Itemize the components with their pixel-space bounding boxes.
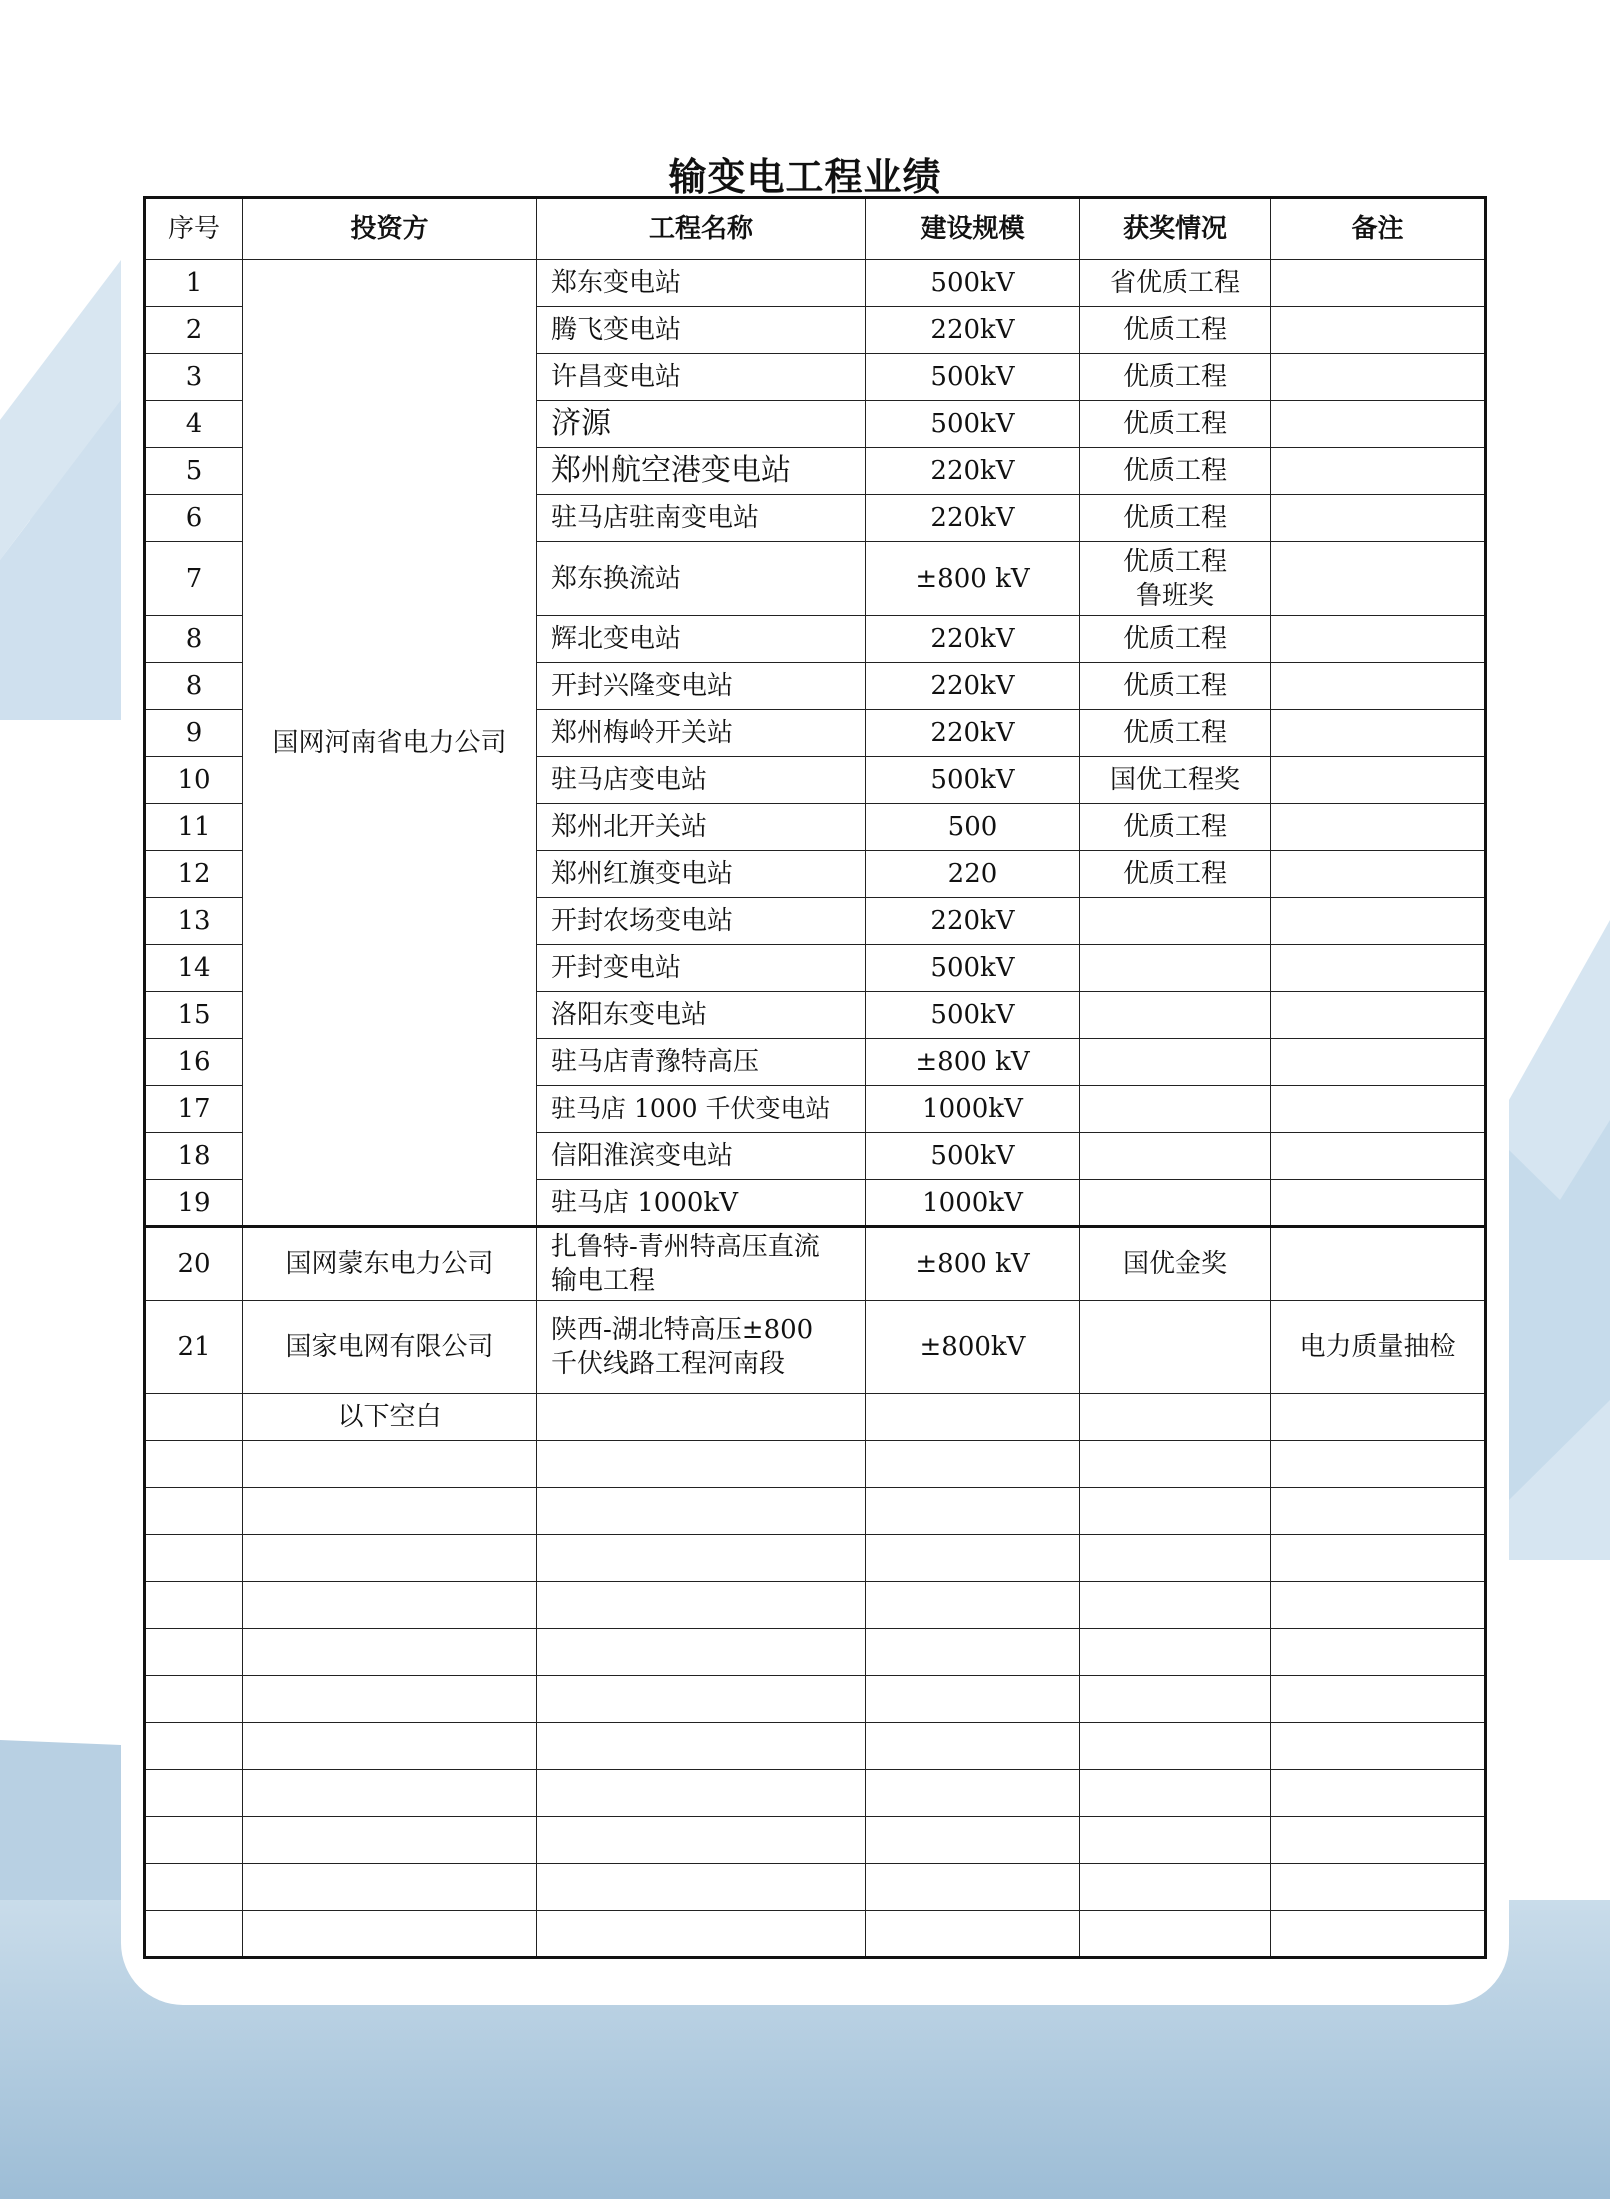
table-row [145,1488,1486,1535]
empty-cell [1271,1441,1486,1488]
note-cell [1271,1039,1486,1086]
empty-cell [1271,1535,1486,1582]
empty-cell [537,1911,866,1958]
project-name-cell: 济源 [537,401,866,448]
empty-cell [243,1911,537,1958]
empty-cell [1080,1488,1271,1535]
project-name-cell: 郑东换流站 [537,542,866,616]
empty-cell [145,1770,243,1817]
investor-cell: 国家电网有限公司 [243,1301,537,1394]
empty-cell [1271,1629,1486,1676]
empty-cell [145,1535,243,1582]
award-cell: 优质工程 [1080,851,1271,898]
note-cell [1271,804,1486,851]
award-cell [1080,1133,1271,1180]
table-row [145,1629,1486,1676]
empty-cell [1271,1911,1486,1958]
table-header-row [145,198,1486,260]
seq-cell: 10 [145,757,243,804]
award-cell [1080,1086,1271,1133]
award-line-2: 鲁班奖 [1135,580,1214,611]
table-row [145,1864,1486,1911]
scale-cell: ±800 kV [866,1039,1080,1086]
seq-cell: 21 [145,1301,243,1394]
empty-cell [537,1535,866,1582]
empty-cell [145,1582,243,1629]
empty-cell [537,1723,866,1770]
note-cell [1271,307,1486,354]
scale-cell: 220kV [866,495,1080,542]
empty-cell [866,1770,1080,1817]
note-cell [1271,401,1486,448]
empty-cell [866,1911,1080,1958]
project-name-cell: 驻马店 1000kV [537,1180,866,1227]
note-cell [1271,1133,1486,1180]
table-row [145,1441,1486,1488]
seq-cell [145,1394,243,1441]
award-cell [1080,992,1271,1039]
empty-cell [1271,1394,1486,1441]
empty-cell [1271,1676,1486,1723]
empty-cell [537,1676,866,1723]
empty-cell [1080,1817,1271,1864]
scale-cell: 220 [866,851,1080,898]
project-name-cell: 郑州红旗变电站 [537,851,866,898]
table-row [145,1911,1486,1958]
scale-cell: 500kV [866,260,1080,307]
project-name-cell: 信阳淮滨变电站 [537,1133,866,1180]
empty-cell [866,1488,1080,1535]
header-award: 获奖情况 [1080,198,1271,260]
seq-cell: 8 [145,616,243,663]
empty-cell [145,1817,243,1864]
empty-cell [537,1864,866,1911]
project-name-cell: 开封兴隆变电站 [537,663,866,710]
award-cell [1080,1301,1271,1394]
empty-cell [243,1723,537,1770]
empty-cell [1271,1864,1486,1911]
award-cell: 国优金奖 [1080,1227,1271,1301]
empty-cell [145,1723,243,1770]
empty-cell [866,1441,1080,1488]
empty-cell [537,1817,866,1864]
project-name-cell: 开封农场变电站 [537,898,866,945]
seq-cell: 5 [145,448,243,495]
empty-cell [243,1864,537,1911]
note-cell [1271,945,1486,992]
note-cell: 电力质量抽检 [1271,1301,1486,1394]
table-row [145,260,1486,307]
empty-cell [537,1582,866,1629]
seq-cell: 17 [145,1086,243,1133]
scale-cell: 220kV [866,307,1080,354]
note-cell [1271,354,1486,401]
empty-cell [866,1394,1080,1441]
seq-cell: 19 [145,1180,243,1227]
seq-cell: 14 [145,945,243,992]
project-name-line-2: 输电工程 [551,1266,656,1296]
empty-cell [1271,1817,1486,1864]
empty-cell [145,1864,243,1911]
seq-cell: 9 [145,710,243,757]
seq-cell: 3 [145,354,243,401]
scale-cell: 220kV [866,448,1080,495]
empty-cell [866,1723,1080,1770]
seq-cell: 2 [145,307,243,354]
note-cell [1271,495,1486,542]
note-cell [1271,663,1486,710]
empty-cell [866,1817,1080,1864]
project-name-cell [537,1301,866,1394]
note-cell [1271,542,1486,616]
scale-cell: 220kV [866,616,1080,663]
page-title: 输变电工程业绩 [668,155,942,199]
empty-cell [1271,1770,1486,1817]
table-row [145,1535,1486,1582]
note-cell [1271,448,1486,495]
empty-cell [1080,1394,1271,1441]
seq-cell: 11 [145,804,243,851]
empty-cell [866,1629,1080,1676]
seq-cell: 6 [145,495,243,542]
empty-cell [243,1582,537,1629]
scale-cell: 500kV [866,354,1080,401]
award-cell [1080,945,1271,992]
empty-cell [866,1676,1080,1723]
note-cell [1271,757,1486,804]
empty-cell [145,1629,243,1676]
header-note: 备注 [1271,198,1486,260]
empty-cell [243,1676,537,1723]
empty-cell [145,1676,243,1723]
table-row [145,1227,1486,1301]
empty-cell [1271,1488,1486,1535]
empty-cell [1080,1723,1271,1770]
blank-label: 以下空白 [243,1394,537,1441]
empty-cell [1080,1535,1271,1582]
award-cell: 国优工程奖 [1080,757,1271,804]
empty-cell [145,1441,243,1488]
scale-cell: 500kV [866,992,1080,1039]
scale-cell: 220kV [866,663,1080,710]
empty-cell [1080,1441,1271,1488]
header-investor: 投资方 [243,198,537,260]
scale-cell: 500kV [866,945,1080,992]
empty-cell [145,1488,243,1535]
empty-cell [1080,1629,1271,1676]
seq-cell: 13 [145,898,243,945]
note-cell [1271,616,1486,663]
award-cell: 优质工程 [1080,354,1271,401]
award-line-1: 优质工程 [1122,546,1227,577]
empty-cell [243,1488,537,1535]
scale-cell: 220kV [866,710,1080,757]
empty-cell [1080,1770,1271,1817]
empty-cell [1271,1723,1486,1770]
project-name-line-2: 千伏线路工程河南段 [551,1349,786,1379]
award-cell [1080,542,1271,616]
empty-cell [243,1629,537,1676]
empty-cell [1080,1582,1271,1629]
investor-cell: 国网河南省电力公司 [243,260,537,1227]
empty-cell [866,1535,1080,1582]
project-name-cell: 郑州北开关站 [537,804,866,851]
note-cell [1271,1086,1486,1133]
award-cell: 优质工程 [1080,804,1271,851]
award-cell: 优质工程 [1080,495,1271,542]
award-cell: 优质工程 [1080,616,1271,663]
header-project-name: 工程名称 [537,198,866,260]
project-name-cell: 驻马店青豫特高压 [537,1039,866,1086]
scale-cell: ±800 kV [866,542,1080,616]
project-name-cell: 腾飞变电站 [537,307,866,354]
empty-cell [145,1911,243,1958]
award-cell: 优质工程 [1080,401,1271,448]
empty-cell [1080,1911,1271,1958]
scale-cell: 500 [866,804,1080,851]
table-row [145,1770,1486,1817]
project-name-cell: 郑东变电站 [537,260,866,307]
project-name-line-1: 陕西-湖北特高压±800 [551,1315,814,1345]
empty-cell [243,1817,537,1864]
empty-cell [243,1770,537,1817]
scale-cell: ±800kV [866,1301,1080,1394]
investor-cell: 国网蒙东电力公司 [243,1227,537,1301]
scale-cell: 500kV [866,757,1080,804]
note-cell [1271,1227,1486,1301]
note-cell [1271,1180,1486,1227]
scale-cell: 220kV [866,898,1080,945]
seq-cell: 1 [145,260,243,307]
project-name-cell: 驻马店驻南变电站 [537,495,866,542]
note-cell [1271,710,1486,757]
project-name-cell: 驻马店变电站 [537,757,866,804]
empty-cell [243,1535,537,1582]
project-name-cell [537,1227,866,1301]
project-name-cell: 郑州航空港变电站 [537,448,866,495]
empty-cell [537,1394,866,1441]
note-cell [1271,992,1486,1039]
seq-cell: 16 [145,1039,243,1086]
project-name-cell: 郑州梅岭开关站 [537,710,866,757]
empty-cell [1271,1582,1486,1629]
seq-cell: 12 [145,851,243,898]
award-cell: 省优质工程 [1080,260,1271,307]
empty-cell [866,1582,1080,1629]
empty-cell [537,1488,866,1535]
header-seq: 序号 [145,198,243,260]
note-cell [1271,260,1486,307]
project-name-cell: 洛阳东变电站 [537,992,866,1039]
table-row [145,1817,1486,1864]
performance-table [143,196,1487,1959]
empty-cell [243,1441,537,1488]
award-cell [1080,898,1271,945]
seq-cell: 7 [145,542,243,616]
project-name-cell: 开封变电站 [537,945,866,992]
empty-cell [537,1629,866,1676]
scale-cell: ±800 kV [866,1227,1080,1301]
empty-cell [537,1441,866,1488]
award-cell: 优质工程 [1080,710,1271,757]
empty-cell [1080,1864,1271,1911]
award-cell: 优质工程 [1080,663,1271,710]
award-cell: 优质工程 [1080,448,1271,495]
seq-cell: 8 [145,663,243,710]
seq-cell: 20 [145,1227,243,1301]
empty-cell [1080,1676,1271,1723]
empty-cell [866,1864,1080,1911]
scale-cell: 500kV [866,1133,1080,1180]
table-row [145,1394,1486,1441]
scale-cell: 1000kV [866,1086,1080,1133]
table-row [145,1676,1486,1723]
seq-cell: 15 [145,992,243,1039]
scale-cell: 1000kV [866,1180,1080,1227]
seq-cell: 4 [145,401,243,448]
table-row [145,1582,1486,1629]
seq-cell: 18 [145,1133,243,1180]
project-name-cell: 驻马店 1000 千伏变电站 [537,1086,866,1133]
award-cell [1080,1039,1271,1086]
note-cell [1271,898,1486,945]
header-scale: 建设规模 [866,198,1080,260]
project-name-line-1: 扎鲁特-青州特高压直流 [551,1232,820,1262]
table-row [145,1301,1486,1394]
note-cell [1271,851,1486,898]
table-row [145,1723,1486,1770]
scale-cell: 500kV [866,401,1080,448]
project-name-cell: 辉北变电站 [537,616,866,663]
project-name-cell: 许昌变电站 [537,354,866,401]
award-cell: 优质工程 [1080,307,1271,354]
award-cell [1080,1180,1271,1227]
empty-cell [537,1770,866,1817]
